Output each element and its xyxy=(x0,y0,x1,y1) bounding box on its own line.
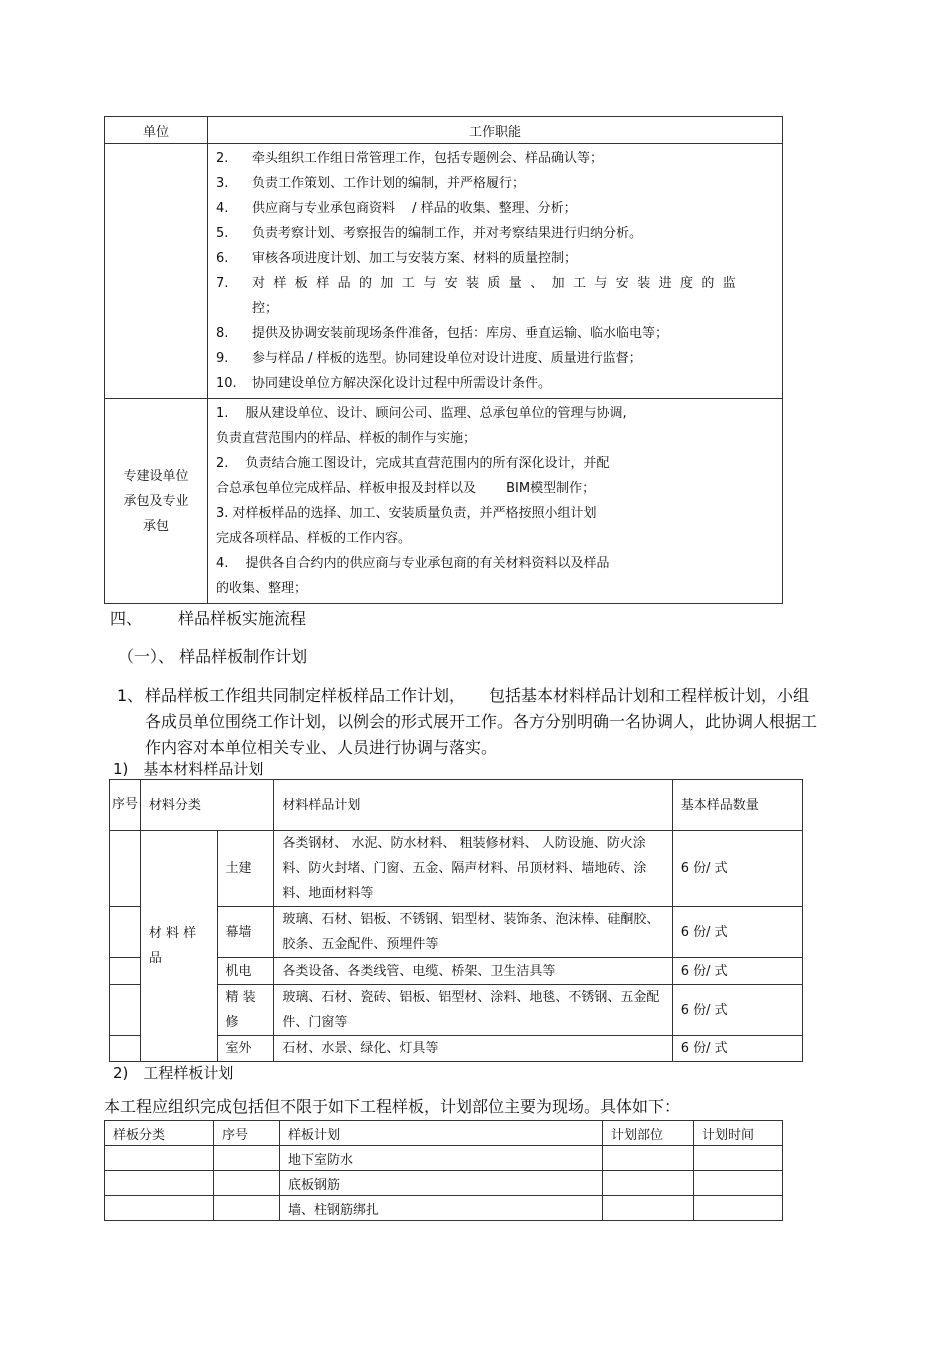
group-cell: 材 料 样 品 xyxy=(140,831,217,1062)
duty-item-text: 提供及协调安装前现场条件准备，包括：库房、垂直运输、临水临电等； xyxy=(252,326,669,341)
duty-item-text: 负责考察计划、考察报告的编制工作，并对考察结果进行归纳分析。 xyxy=(252,226,643,241)
duty-line: 4. 提供各自合约内的供应商与专业承包商的有关材料资料以及样品 xyxy=(216,556,610,571)
paragraph-text: 样品样板工作组共同制定样板样品工作计划， 包括基本材料样品计划和工程样板计划，小组各成员单位围绕工作计划，以例会的形式展开工作。各方分别明确一名协调人，此协调人根据工作内容对本单位相关专业、人员进行协调与落实。 xyxy=(145,686,818,757)
unit-cell-contractor xyxy=(105,399,208,604)
empty-cell xyxy=(214,1171,280,1196)
duty-item-text: 控； xyxy=(252,301,279,316)
unit-cell-empty xyxy=(105,144,208,399)
duty-item-continued xyxy=(216,296,774,321)
section-title: 样品样板实施流程 xyxy=(178,609,307,628)
qty-cell: 6 份/ 式 xyxy=(672,1036,802,1062)
duty-item-number: 9. xyxy=(216,351,229,366)
plan-cell: 玻璃、石材、瓷砖、铝板、铝型材、涂料、地毯、不锈钢、五金配件、门窗等 xyxy=(274,985,672,1036)
seq-cell xyxy=(110,907,141,958)
project-sample-heading: 2) 工程样板计划 xyxy=(113,1064,234,1082)
duty-item-number: 8. xyxy=(216,326,229,341)
qty-cell: 6 份/ 式 xyxy=(672,907,802,958)
duty-table xyxy=(104,116,783,604)
duty-item-number: 10. xyxy=(216,376,237,391)
duty-line: 2. 负责结合施工图设计，完成其直营范围内的所有深化设计，并配 xyxy=(216,456,610,471)
section-heading xyxy=(110,606,306,629)
duty-item xyxy=(216,371,774,396)
header-plan: 材料样品计划 xyxy=(274,780,672,831)
empty-cell xyxy=(694,1196,783,1221)
header-category: 材料分类 xyxy=(140,780,273,831)
duty-line: 的收集、整理； xyxy=(216,581,308,596)
duty-item-text: 供应商与专业承包商资料 / 样品的收集、整理、分析； xyxy=(252,201,577,216)
sub-category: 室外 xyxy=(217,1036,274,1062)
seq-cell xyxy=(110,958,141,985)
duty-line: 完成各项样品、样板的工作内容。 xyxy=(216,531,412,546)
duty-item-number: 7. xyxy=(216,276,229,291)
empty-cell xyxy=(603,1171,694,1196)
sample-plan-cell: 地下室防水 xyxy=(280,1146,603,1171)
empty-cell xyxy=(214,1146,280,1171)
duty-line: 负责直营范围内的样品、样板的制作与实施； xyxy=(216,431,477,446)
sample-plan-cell: 底板钢筋 xyxy=(280,1171,603,1196)
duty-item-number: 3. xyxy=(216,176,229,191)
section-number: 四、 xyxy=(110,609,143,628)
header-unit: 单位 xyxy=(105,117,208,144)
header-plan-location: 计划部位 xyxy=(603,1121,694,1146)
sub-category: 土建 xyxy=(217,831,274,907)
unit-line: 承包及专业 xyxy=(123,493,189,509)
sub-category: 精 装 修 xyxy=(217,985,274,1036)
empty-cell xyxy=(694,1146,783,1171)
duty-item-number: 6. xyxy=(216,251,229,266)
duty-line: 3. 对样板样品的选择、加工、安装质量负责，并严格按照小组计划 xyxy=(216,506,597,521)
duty-item xyxy=(216,321,774,346)
unit-line: 专建设单位 xyxy=(123,468,189,484)
paragraph-1 xyxy=(117,683,817,761)
plan-cell: 各类设备、各类线管、电缆、桥架、卫生洁具等 xyxy=(274,958,672,985)
empty-cell xyxy=(105,1171,214,1196)
header-sample-plan: 样板计划 xyxy=(280,1121,603,1146)
paragraph-number: 1、 xyxy=(117,686,144,705)
duty-line: 合总承包单位完成样品、样板申报及封样以及 BIM模型制作； xyxy=(216,481,596,496)
qty-cell: 6 份/ 式 xyxy=(672,958,802,985)
duty-item xyxy=(216,171,774,196)
header-duty: 工作职能 xyxy=(208,117,783,144)
sub-category: 幕墙 xyxy=(217,907,274,958)
duty-item xyxy=(216,196,774,221)
contractor-duty-list xyxy=(208,399,783,604)
project-sample-table xyxy=(104,1120,783,1221)
seq-cell xyxy=(110,1036,141,1062)
material-plan-heading: 1) 基本材料样品计划 xyxy=(113,760,264,778)
seq-cell xyxy=(110,985,141,1036)
header-qty: 基本样品数量 xyxy=(672,780,802,831)
header-seq: 序号 xyxy=(214,1121,280,1146)
paragraph-2: 本工程应组织完成包括但不限于如下工程样板，计划部位主要为现场。具体如下： xyxy=(104,1097,681,1116)
duty-item-number: 5. xyxy=(216,226,229,241)
empty-cell xyxy=(603,1196,694,1221)
duty-item xyxy=(216,346,774,371)
plan-cell: 玻璃、石材、铝板、不锈钢、铝型材、装饰条、泡沫棒、硅酮胶、胶条、五金配件、预埋件等 xyxy=(274,907,672,958)
seq-cell xyxy=(110,831,141,907)
indent xyxy=(216,296,252,321)
duty-item-number: 2. xyxy=(216,151,229,166)
duty-item-text: 参与样品 / 样板的选型。协同建设单位对设计进度、质量进行监督； xyxy=(252,351,642,366)
qty-cell: 6 份/ 式 xyxy=(672,985,802,1036)
empty-cell xyxy=(105,1196,214,1221)
empty-cell xyxy=(694,1171,783,1196)
subsection-heading: （一）、 样品样板制作计划 xyxy=(118,647,308,666)
unit-line: 承包 xyxy=(142,518,169,534)
duty-item xyxy=(216,246,774,271)
duty-item xyxy=(216,146,774,171)
qty-cell: 6 份/ 式 xyxy=(672,831,802,907)
duty-item-text: 对样板样品的加工与安装质量、加工与安装进度的监 xyxy=(252,276,745,291)
sample-plan-cell: 墙、柱钢筋绑扎 xyxy=(280,1196,603,1221)
empty-cell xyxy=(214,1196,280,1221)
duty-item-text: 协同建设单位方解决深化设计过程中所需设计条件。 xyxy=(252,376,552,391)
duty-item xyxy=(216,221,774,246)
duty-line: 1. 服从建设单位、设计、顾问公司、监理、总承包单位的管理与协调, xyxy=(216,406,627,421)
sub-category: 机电 xyxy=(217,958,274,985)
empty-cell xyxy=(105,1146,214,1171)
duty-item xyxy=(216,271,774,296)
duty-item-number: 4. xyxy=(216,201,229,216)
duty-item-text: 牵头组织工作组日常管理工作，包括专题例会、样品确认等； xyxy=(252,151,604,166)
duty-item-text: 审核各项进度计划、加工与安装方案、材料的质量控制； xyxy=(252,251,578,266)
plan-cell: 各类钢材、 水泥、防水材料、 粗装修材料、 人防设施、防火涂料、防火封堵、门窗、五金、隔声材料、吊顶材料、墙地砖、涂料、地面材料等 xyxy=(274,831,672,907)
material-sample-table xyxy=(109,779,803,1062)
header-sample-category: 样板分类 xyxy=(105,1121,214,1146)
plan-cell: 石材、水景、绿化、灯具等 xyxy=(274,1036,672,1062)
header-plan-time: 计划时间 xyxy=(694,1121,783,1146)
header-seq: 序号 xyxy=(110,780,141,831)
duty-list xyxy=(208,144,783,399)
duty-item-text: 负责工作策划、工作计划的编制，并严格履行； xyxy=(252,176,526,191)
empty-cell xyxy=(603,1146,694,1171)
